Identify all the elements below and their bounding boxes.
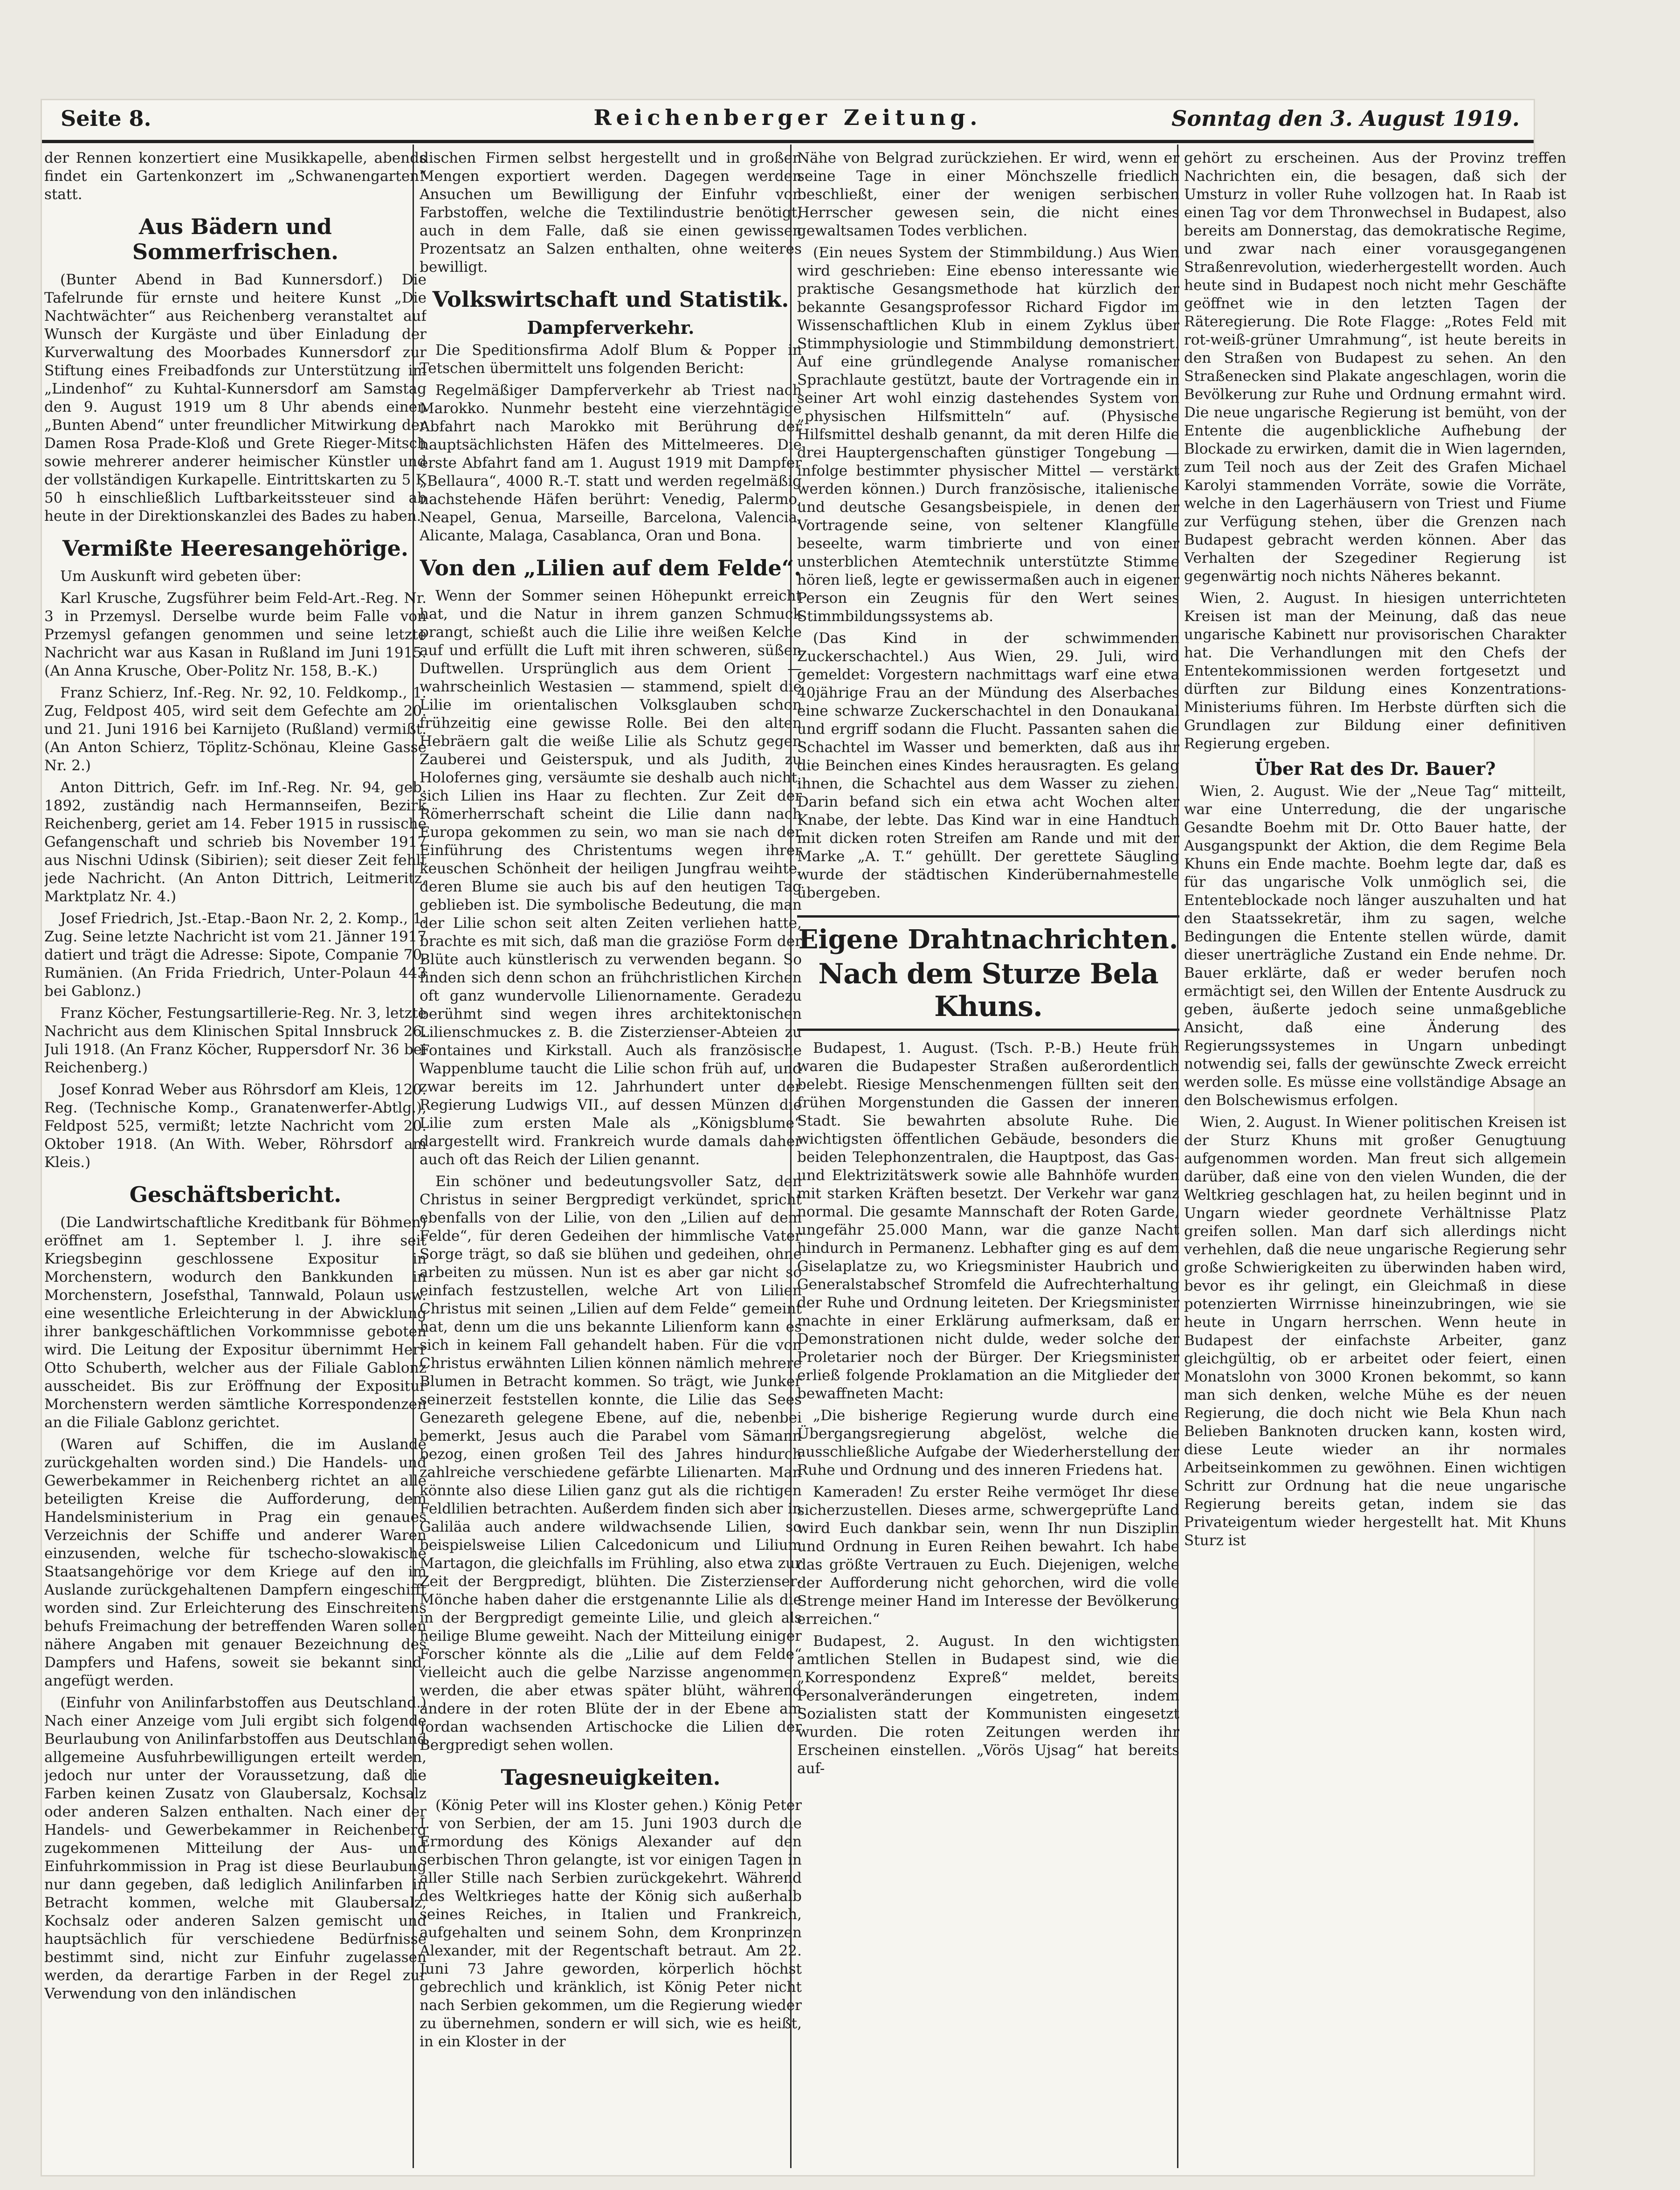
section-heading-vermisst: Vermißte Heeresangehörige. [62,536,408,561]
article-paragraph: (Die Landwirtschaftliche Kreditbank für Böhmen) eröffnet am 1. September l. J. ihre seit Kriegsbeginn geschlossene Expositur in Morchenstern, wodurch den Bankkunden in Morchenstern, Josefsthal, Tannwald, Polaun usw. eine wesentliche Erleichterung in der Abwicklung ihrer bankgeschäftlichen Vorkommnisse geboten wird. Die Leitung der Expositur übernimmt Herr Otto Schuberth, welcher aus der Filiale Gablonz ausscheidet. Bis zur Eröffnung der Expositur Morchenstern werden sämtliche Korrespondenzen an die Filiale Gablonz gerichtet. [44,1214,427,1431]
section-heading-drahtnachrichten: Eigene Drahtnachrichten. [797,915,1179,955]
column-1 [44,149,427,2163]
column-2 [420,149,802,2163]
newspaper-title: Reichenberger Zeitung. [593,105,982,130]
article-paragraph: Wien, 2. August. In Wiener politischen Kreisen ist der Sturz Khuns mit großer Genugtuung aufgenommen worden. Man freut sich allgemein darüber, daß eine von den vielen Wunden, die der Weltkrieg geschlagen hat, zu heilen beginnt und in Ungarn wieder geordnete Verhältnisse Platz greifen sollen. Man darf sich allerdings nicht verhehlen, daß die neue ungarische Regierung sehr große Schwierigkeiten zu überwinden haben wird, bevor es ihr gelingt, ein Gleichmaß in diese potenzierten Wirrnisse hineinzubringen, wie sie heute in Ungarn herrschen. Wenn heute in Budapest der einfachste Arbeiter, ganz gleichgültig, ob er arbeitet oder feiert, einen Monatslohn von 3000 Kronen bekommt, so kann man sich denken, welche Mühe es der neuen Regierung, die doch nicht wie Bela Khun nach Belieben Banknoten drucken kann, kosten wird, diese Leute wieder an ihr normales Arbeitseinkommen zu gewöhnen. Einen wichtigen Schritt zur Ordnung hat die neue ungarische Regierung bereits getan, indem sie das Privateigentum wieder hergestellt hat. Mit Khuns Sturz ist [1184,1114,1566,1549]
article-paragraph: Josef Konrad Weber aus Röhrsdorf am Kleis, 120. Reg. (Technische Komp., Granatenwerfer-Abtlg.), Feldpost 525, vermißt; letzte Nachricht vom 20. Oktober 1918. (An With. Weber, Röhrsdorf am Kleis.) [44,1081,427,1171]
article-paragraph: Um Auskunft wird gebeten über: [60,568,302,585]
article-paragraph: Wenn der Sommer seinen Höhepunkt erreicht hat, und die Natur in ihrem ganzen Schmuck prangt, schießt auch die Lilie ihre weißen Kelche auf und erfüllt die Luft mit ihren schweren, süßen Duftwellen. Ursprünglich aus dem Orient — wahrscheinlich Westasien — stammend, spielt die Lilie im orientalischen Volksglauben schon frühzeitig eine gewisse Rolle. Bei den alten Hebräern galt die weiße Lilie als Schutz gegen Zauberei und Geisterspuk, und als Judith, zu Holofernes ging, versäumte sie deshalb auch nicht, sich Lilien ins Haar zu flechten. Zur Zeit der Römerherrschaft scheint die Lilie dann nach Europa gekommen zu sein, wo man sie nach der Einführung des Christentums wegen ihrer keuschen Schönheit der heiligen Jungfrau weihte, deren Blume sie auch bis auf den heutigen Tag geblieben ist. Die symbolische Bedeutung, die man der Lilie schon seit alten Zeiten verliehen hatte, brachte es mit sich, daß man die graziöse Form der Blüte auch künstlerisch zu verwenden begann. So finden sich denn schon an frühchristlichen Kirchen oft ganz wundervolle Lilienornamente. Geradezu berühmt sind wegen ihres architektonischen Lilienschmuckes z. B. die Zisterzienser-Abteien zu Fontaines und Kirkstall. Auch als französische Wappenblume taucht die Lilie schon früh auf, und zwar bereits im 12. Jahrhundert unter der Regierung Ludwigs VII., auf dessen Münzen die Lilie zum ersten Male als „Königsblume“ dargestellt wird. Frankreich wurde damals daher auch oft das Reich der Lilien genannt. [420,587,802,1168]
article-paragraph: Budapest, 1. August. (Tsch. P.-B.) Heute früh waren die Budapester Straßen außerordentlich belebt. Riesige Menschenmengen füllten seit den frühen Morgenstunden die Gassen der inneren Stadt. Sie bewahrten absolute Ruhe. Die wichtigsten öffentlichen Gebäude, besonders die beiden Telephonzentralen, die Hauptpost, das Gas- und Elektrizitätswerk sowie alle Bahnhöfe wurden mit starken Kräften besetzt. Der Verkehr war ganz normal. Die gesamte Mannschaft der Roten Garde, ungefähr 25.000 Mann, war die ganze Nacht hindurch in Permanenz. Lebhafter ging es auf dem Giselaplatze zu, wo Kriegsminister Haubrich und Generalstabschef Stromfeld die Aufrechterhaltung der Ruhe und Ordnung leiteten. Der Kriegsminister machte in einer Erklärung aufmerksam, daß er Demonstrationen nicht dulde, weder solche der Proletarier noch der Bürger. Der Kriegsminister erließ folgende Proklamation an die Mitglieder der bewaffneten Macht: [797,1040,1179,1402]
column-4 [1184,149,1566,2163]
article-paragraph: Die Speditionsfirma Adolf Blum & Popper in Tetschen übermittelt uns folgenden Bericht: [420,342,802,377]
article-continuation: der Rennen konzertiert eine Musikkapelle, abends findet ein Gartenkonzert im „Schwanengarten“ statt. [44,150,427,203]
article-continuation: dischen Firmen selbst hergestellt und in großen Mengen exportiert werden. Dagegen werden Ansuchen um Bewilligung der Einfuhr von Farbstoffen, welche die Textilindustrie benötigt, auch in dem Falle, daß sie einen gewissen Prozentsatz an Salzen enthalten, ohne weiteres bewilligt. [420,150,802,276]
article-paragraph: Wien, 2. August. In hiesigen unterrichteten Kreisen ist man der Meinung, daß das neue ungarische Kabinett nur provisorischen Charakter hat. Die Verhandlungen mit den Chefs der Ententekommissionen werden fortgesetzt und dürften zur Bildung eines Konzentrations-Ministeriums führen. Im Herbste dürften sich die Grundlagen zur Bildung einer definitiven Regierung ergeben. [1184,590,1566,752]
article-continuation: gehört zu erscheinen. Aus der Provinz treffen Nachrichten ein, die besagen, daß sich der Umsturz in voller Ruhe vollzogen hat. In Raab ist einen Tag vor dem Thronwechsel in Budapest, also bereits am Donnerstag, das demokratische Regime, und zwar nach einer vorausgegangenen Straßenrevolution, wiederhergestellt worden. Auch heute sind in Budapest noch nicht mehr Geschäfte geöffnet wie in den letzten Tagen der Räteregierung. Die Rote Flagge: „Rotes Feld mit rot-weiß-grüner Umrahmung“, ist heute bereits in den Straßen von Budapest zu sehen. An den Straßenecken sind Plakate angeschlagen, worin die Bevölkerung zur Ruhe und Ordnung ermahnt wird. Die neue ungarische Regierung ist bemüht, von der Entente die augenblickliche Aufhebung der Blockade zu erwirken, damit die in Wien lagernden, zum Teil noch aus der Zeit des Grafen Michael Karolyi stammenden Vorräte, sowie die Vorräte, welche in den Lagerhäusern von Triest und Fiume zur Verfügung stehen, über die Grenzen nach Budapest gebracht werden können. Aber das Verhalten der Szegediner Regierung ist gegenwärtig noch nichts Näheres bekannt. [1184,150,1566,585]
article-paragraph: (Bunter Abend in Bad Kunnersdorf.) Die Tafelrunde für ernste und heitere Kunst „Die Nachtwächter“ aus Reichenberg veranstaltet auf Wunsch der Kurgäste und über Einladung der Kurverwaltung des Moorbades Kunnersdorf zur Stiftung eines Freibadfonds zur Unterstützung im „Lindenhof“ zu Kuhtal-Kunnersdorf am Samstag den 9. August 1919 um 8 Uhr abends einen „Bunten Abend“ unter freundlicher Mitwirkung der Damen Rosa Prade-Kloß und Grete Rieger-Mitsch sowie mehrerer anderer heimischer Künstler und der vollständigen Kurkapelle. Eintrittskarten zu 5 K 50 h einschließlich Luftbarkeitssteuer sind ab heute in der Direktionskanzlei des Bades zu haben. [44,271,427,525]
article-paragraph: Franz Köcher, Festungsartillerie-Reg. Nr. 3, letzte Nachricht aus dem Klinischen Spital Innsbruck 26. Juli 1918. (An Franz Köcher, Ruppersdorf Nr. 36 bei Reichenberg.) [44,1005,427,1076]
page-number: Seite 8. [61,106,151,131]
article-paragraph: (König Peter will ins Kloster gehen.) König Peter I. von Serbien, der am 15. Juni 1903 durch die Ermordung des Königs Alexander auf den serbischen Thron gelangte, ist vor einigen Tagen in aller Stille nach Serbien zurückgekehrt. Während des Weltkrieges hatte der König sich außerhalb seines Reiches, in Italien und Frankreich, aufgehalten und seinem Sohn, dem Kronprinzen Alexander, mit der Regentschaft betraut. Am 22. Juni 73 Jahre geworden, körperlich höchst gebrechlich und kränklich, ist König Peter nicht nach Serbien gekommen, um die Regierung wieder zu übernehmen, sondern er will sich, wie es heißt, in ein Kloster in der [420,1797,802,2050]
article-paragraph: Wien, 2. August. Wie der „Neue Tag“ mitteilt, war eine Unterredung, die der ungarische Gesandte Boehm mit Dr. Otto Bauer hatte, der Ausgangspunkt der Aktion, die dem Regime Bela Khuns ein Ende machte. Boehm legte dar, daß es für das ungarische Volk unmöglich sei, die Ententeblockade noch länger auszuhalten und hat den Staatssekretär, ihm zu sagen, welche Bedingungen die Entente stellen würde, damit dieser unerträgliche Zustand ein Ende nehme. Dr. Bauer erklärte, daß er weder berufen noch ermächtigt sei, den Willen der Entente Ausdruck zu geben, äußerte jedoch seine unmaßgebliche Ansicht, daß eine Änderung des Regierungssystemes in Ungarn unbedingt notwendig sei, falls der gewünschte Zweck erreicht werden solle. Es müsse eine vollständige Absage an den Bolschewismus erfolgen. [1184,783,1566,1109]
article-paragraph: Regelmäßiger Dampferverkehr ab Triest nach Marokko. Nunmehr besteht eine vierzehntägige Abfahrt nach Marokko mit Berührung der hauptsächlichsten Häfen des Mittelmeeres. Die erste Abfahrt fand am 1. August 1919 mit Dampfer „Bellaura“, 4000 R.-T. statt und werden regelmäßig nachstehende Häfen berührt: Venedig, Palermo, Neapel, Genua, Marseille, Barcelona, Valencia, Alicante, Malaga, Casablanca, Oran und Bona. [420,382,802,544]
section-heading-lilien: Von den „Lilien auf dem Felde“. [420,555,802,580]
article-paragraph: Kameraden! Zu erster Reihe vermöget Ihr diese sicherzustellen. Dieses arme, schwergeprüfte Land wird Euch dankbar sein, wenn Ihr nun Disziplin und Ordnung in Euren Reihen bewahrt. Ich habe das größte Vertrauen zu Euch. Diejenigen, welche der Aufforderung nicht gehorchen, wird die volle Strenge meiner Hand im Interesse der Bevölkerung erreichen.“ [797,1484,1179,1628]
article-paragraph: (Das Kind in der schwimmenden Zuckerschachtel.) Aus Wien, 29. Juli, wird gemeldet: Vorgestern nachmittags warf eine etwa 40jährige Frau an der Mündung des Alserbaches eine schwarze Zuckerschachtel in den Donaukanal und ergriff sodann die Flucht. Passanten sahen die Schachtel im Wasser und bemerkten, daß aus ihr die Beinchen eines Kindes herausragten. Es gelang ihnen, die Schachtel aus dem Wasser zu ziehen. Darin befand sich ein etwa acht Wochen alter Knabe, der lebte. Das Kind war in eine Handtuch mit dicken roten Streifen am Rande und mit der Marke „A. T.“ gehüllt. Der gerettete Säugling wurde der städtischen Kinderübernahmestelle übergeben. [797,630,1179,901]
subheading-dampferverkehr: Dampferverkehr. [527,317,695,338]
section-heading-tagesneuigkeiten: Tagesneuigkeiten. [501,1765,721,1790]
article-paragraph: (Waren auf Schiffen, die im Auslande zurückgehalten worden sind.) Die Handels- und Gewerbekammer in Reichenberg richtet an alle beteiligten Kreise die Aufforderung, dem Handelsministerium in Prag ein genaues Verzeichnis der Schiffe und anderer Waren einzusenden, welche für tschecho-slowakische Staatsangehörige vor dem Kriege auf den im Auslande zurückgehaltenen Dampfern eingeschifft worden sind. Zur Erleichterung des Einschreitens behufs Freimachung der betreffenden Waren sollen nähere Angaben mit genauer Bezeichnung des Dampfers und Hafens, soweit sie bekannt sind, angefügt werden. [44,1436,427,1689]
section-heading-geschaeft: Geschäftsbericht. [129,1182,342,1207]
article-paragraph: Budapest, 2. August. In den wichtigsten amtlichen Stellen in Budapest sind, wie die „Korrespondenz Expreß“ meldet, bereits Personalveränderungen eingetreten, indem Sozialisten statt der Kommunisten eingesetzt wurden. Die roten Zeitungen werden ihr Erscheinen einstellen. „Vörös Ujsag“ hat bereits auf- [797,1633,1179,1777]
article-paragraph: Anton Dittrich, Gefr. im Inf.-Reg. Nr. 94, geb. 1892, zuständig nach Hermannseifen, Bezirk Reichenberg, geriet am 14. Feber 1915 in russische Gefangenschaft und schrieb bis November 1917 aus Nischni Udinsk (Sibirien); seit dieser Zeit fehlt jede Nachricht. (An Anton Dittrich, Leitmeritz, Marktplatz Nr. 4.) [44,779,427,905]
article-paragraph: „Die bisherige Regierung wurde durch eine Übergangsregierung abgelöst, welche die ausschließliche Aufgabe der Wiederherstellung der Ruhe und Ordnung und des inneren Friedens hat. [797,1407,1179,1478]
headline-sturz-bela-khun: Nach dem Sturze Bela Khuns. [797,958,1179,1031]
section-heading-baeder: Aus Bädern und Sommerfrischen. [132,214,339,264]
article-paragraph: Ein schöner und bedeutungsvoller Satz, den Christus in seiner Bergpredigt verkündet, spricht ebenfalls von der Lilie, von den „Lilien auf dem Felde“, für deren Gedeihen der himmlische Vater Sorge trägt, so daß sie blühen und gedeihen, ohne arbeiten zu müssen. Nun ist es aber gar nicht so einfach festzustellen, welche Art von Lilien Christus mit seinen „Lilien auf dem Felde“ gemeint hat, denn um die uns bekannte Lilienform kann es sich in keinem Fall gehandelt haben. Für die von Christus erwähnten Lilien können nämlich mehrere Blumen in Betracht kommen. So trägt, wie Junker seinerzeit feststellen konnte, die Lilie das Sees Genezareth gelegene Ebene, auf die, nebenbei bemerkt, Jesus auch die Parabel vom Sämann bezog, einen großen Teil des Jahres hindurch zahlreiche verschiedene gefärbte Lilienarten. Man könnte also diese Lilien ganz gut als die richtigen Feldlilien betrachten. Außerdem finden sich aber in Galiläa auch andere wildwachsende Lilien, so beispielsweise Lilien Calcedonicum und Lilium Martagon, die gleichfalls im Frühling, also etwa zur Zeit der Bergpredigt, blühten. Die Zisterzienser-Mönche haben daher die erstgenannte Lilie als die in der Bergpredigt gemeinte Lilie, und gleich als heilige Blume geweiht. Nach der Mitteilung einiger Forscher könnte als die „Lilie auf dem Felde“ vielleicht auch die gelbe Narzisse angenommen werden, die aber etwas später blüht, während andere in der roten Blüte der in der Ebene am Jordan wachsenden Artischocke die Lilien der Bergpredigt sehen wollen. [420,1173,802,1754]
article-paragraph: Franz Schierz, Inf.-Reg. Nr. 92, 10. Feldkomp., 1. Zug, Feldpost 405, wird seit dem Gefechte am 20. und 21. Juni 1916 bei Karnijeto (Rußland) vermißt. (An Anton Schierz, Töplitz-Schönau, Kleine Gasse Nr. 2.) [44,684,427,774]
article-continuation: Nähe von Belgrad zurückziehen. Er wird, wenn er seine Tage in einer Mönchszelle friedlich beschließt, einer der wenigen serbischen Herrscher gewesen sein, die nicht eines gewaltsamen Todes verblichen. [797,150,1179,239]
masthead [42,96,1534,143]
subheading-rat-dr-bauer: Über Rat des Dr. Bauer? [1254,758,1496,779]
article-paragraph: (Einfuhr von Anilinfarbstoffen aus Deutschland.) Nach einer Anzeige vom Juli ergibt sich folgende Beurlaubung von Anilinfarbstoffen aus Deutschland allgemeine Ausfuhrbewilligungen erteilt werden, jedoch nur unter der Voraussetzung, daß die Farben keinen Zusatz von Glaubersalz, Kochsalz oder anderen Salzen enthalten. Nach einer der Handels- und Gewerbekammer in Reichenberg zugekommenen Mitteilung der Aus- und Einfuhrkommission in Prag ist diese Beurlaubung nur dann gegeben, daß lediglich Anilinfarben in Betracht kommen, welche mit Glaubersalz, Kochsalz oder anderen Salzen gemischt und hauptsächlich für verschiedene Bedürfnisse bestimmt sind, nicht zur Einfuhr zugelassen werden, da derartige Farben in der Regel zur Verwendung von den inländischen [44,1694,427,2002]
section-heading-volkswirtschaft: Volkswirtschaft und Statistik. [432,287,789,312]
issue-date: Sonntag den 3. August 1919. [1171,106,1520,131]
article-paragraph: Josef Friedrich, Jst.-Etap.-Baon Nr. 2, 2. Komp., 1. Zug. Seine letzte Nachricht ist vom 21. Jänner 1917 datiert und trägt die Adresse: Sipote, Companie 70, Rumänien. (An Frida Friedrich, Unter-Polaun 443 bei Gablonz.) [44,910,427,1000]
article-paragraph: Karl Krusche, Zugsführer beim Feld-Art.-Reg. Nr. 3 in Przemysl. Derselbe wurde beim Falle von Przemysl gefangen genommen und seine letzte Nachricht war aus Kasan in Rußland im Juni 1915. (An Anna Krusche, Ober-Politz Nr. 158, B.-K.) [44,590,427,679]
column-3 [797,149,1179,2163]
article-paragraph: (Ein neues System der Stimmbildung.) Aus Wien wird geschrieben: Eine ebenso interessante wie praktische Gesangsmethode hat kürzlich der bekannte Gesangsprofessor Richard Figdor im Wissenschaftlichen Klub in einem Zyklus über Stimmphysiologie und Stimmbildung demonstriert. Auf eine gründlegende Analyse romanischer Sprachlaute gestützt, baute der Vortragende ein in seiner Art wohl einzig dastehendes System von „physischen Hilfsmitteln“ auf. (Physische Hilfsmittel deshalb genannt, da mit deren Hilfe die drei Hauptergenschaften günstiger Tongebung — infolge bestimmter physischer Mittel — verstärkt werden können.) Durch französische, italienische und deutsche Gesangsbeispiele, in denen der Vortragende seine, von seltener Klangfülle beseelte, warm timbrierte und von einer unsterblichen Atemtechnik unterstützte Stimme hören ließ, legte er gewissermaßen auch in eigener Person ein Zeugnis für den Wert seines Stimmbildungssystems ab. [797,244,1179,625]
